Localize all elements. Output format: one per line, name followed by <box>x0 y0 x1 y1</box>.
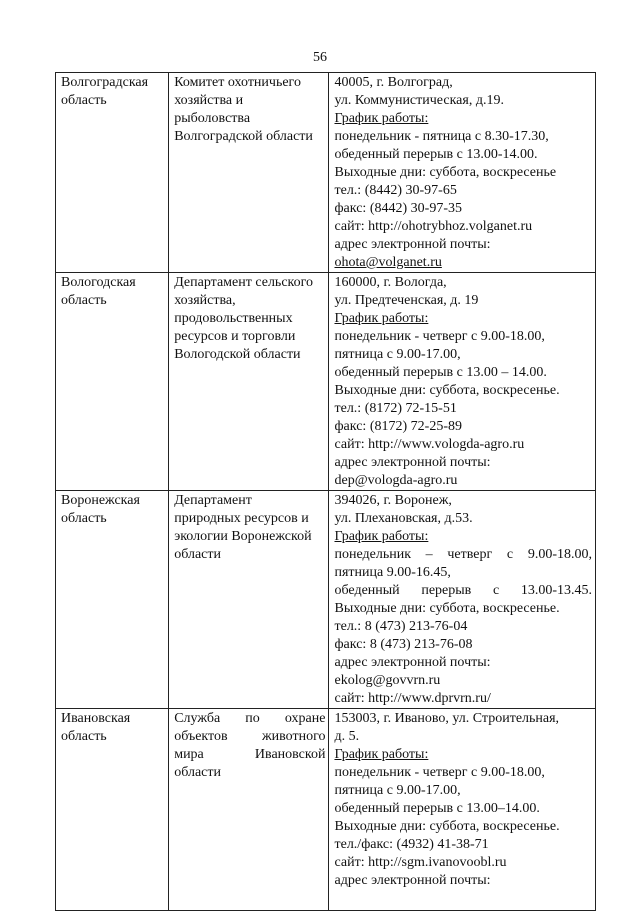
organization-name: хозяйства и <box>174 93 244 108</box>
schedule-label: График работы: <box>334 747 429 762</box>
schedule-line: понедельник – четверг с 9.00-18.00, <box>334 547 592 562</box>
schedule-line: обеденный перерыв с 13.00-14.00. <box>334 147 538 162</box>
address-line: 394026, г. Воронеж, <box>334 493 452 508</box>
days-off: Выходные дни: суббота, воскресенье. <box>334 601 560 616</box>
days-off: Выходные дни: суббота, воскресенье <box>334 165 557 180</box>
email-label: адрес электронной почты: <box>334 455 491 470</box>
table-row <box>56 491 596 709</box>
organization-name: Департамент <box>174 493 252 508</box>
email-label: адрес электронной почты: <box>334 655 491 670</box>
region-name: Вологодская <box>61 275 136 290</box>
schedule-label: График работы: <box>334 529 429 544</box>
fax: факс: (8442) 30-97-35 <box>334 201 462 216</box>
organization-name: рыболовства <box>174 111 251 126</box>
organization-name: Волгоградской области <box>174 129 313 144</box>
email-link[interactable]: dep@vologda-agro.ru <box>334 473 458 488</box>
schedule-line: понедельник - четверг с 9.00-18.00, <box>334 329 545 344</box>
organization-name: Вологодской области <box>174 347 301 362</box>
table-row <box>56 73 596 273</box>
fax: факс: 8 (473) 213-76-08 <box>334 637 473 652</box>
address-line: ул. Плехановская, д.53. <box>334 511 473 526</box>
contacts-cell <box>329 491 596 709</box>
days-off: Выходные дни: суббота, воскресенье. <box>334 383 560 398</box>
address-line: ул. Предтеченская, д. 19 <box>334 293 479 308</box>
schedule-line: обеденный перерыв с 13.00-13.45. <box>334 583 592 598</box>
schedule-label: График работы: <box>334 111 429 126</box>
address-line: д. 5. <box>334 729 360 744</box>
schedule-line: обеденный перерыв с 13.00–14.00. <box>334 801 540 816</box>
schedule-line: пятница с 9.00-17.00, <box>334 783 461 798</box>
website[interactable]: сайт: http://www.dprvrn.ru/ <box>334 691 491 706</box>
address-line: ул. Коммунистическая, д.19. <box>334 93 504 108</box>
organization-cell <box>169 73 329 273</box>
contacts-cell <box>329 709 596 911</box>
region-name: Волгоградская <box>61 75 149 90</box>
region-name: область <box>61 93 107 108</box>
organization-name: области <box>174 547 222 562</box>
region-name: область <box>61 511 107 526</box>
phone-fax: тел./факс: (4932) 41-38-71 <box>334 837 489 852</box>
region-name: Ивановская <box>61 711 131 726</box>
address-line: 40005, г. Волгоград, <box>334 75 453 90</box>
website[interactable]: сайт: http://sgm.ivanovoobl.ru <box>334 855 507 870</box>
region-cell <box>56 273 169 491</box>
organization-cell <box>169 273 329 491</box>
schedule-line: обеденный перерыв с 13.00 – 14.00. <box>334 365 547 380</box>
organization-name: мира Ивановской <box>174 747 326 762</box>
region-cell <box>56 491 169 709</box>
organization-cell <box>169 491 329 709</box>
contacts-cell <box>329 73 596 273</box>
schedule-label: График работы: <box>334 311 429 326</box>
fax: факс: (8172) 72-25-89 <box>334 419 462 434</box>
organization-name: области <box>174 765 222 780</box>
organization-name: хозяйства, <box>174 293 236 308</box>
organization-name: Комитет охотничьего <box>174 75 301 90</box>
address-line: 160000, г. Вологда, <box>334 275 447 290</box>
website[interactable]: сайт: http://www.vologda-agro.ru <box>334 437 525 452</box>
organization-cell <box>169 709 329 911</box>
organization-name: экологии Воронежской <box>174 529 312 544</box>
organization-name: объектов животного <box>174 729 326 744</box>
email-label: адрес электронной почты: <box>334 237 491 252</box>
phone: тел.: (8172) 72-15-51 <box>334 401 457 416</box>
organization-name: ресурсов и торговли <box>174 329 296 344</box>
region-cell <box>56 709 169 911</box>
organization-name: продовольственных <box>174 311 293 326</box>
region-name: область <box>61 729 107 744</box>
organization-name: Служба по охране <box>174 711 326 726</box>
schedule-line: понедельник - четверг с 9.00-18.00, <box>334 765 545 780</box>
days-off: Выходные дни: суббота, воскресенье. <box>334 819 560 834</box>
schedule-line: понедельник - пятница с 8.30-17.30, <box>334 129 549 144</box>
table-row <box>56 273 596 491</box>
email-link[interactable]: ekolog@govvrn.ru <box>334 673 441 688</box>
phone: тел.: (8442) 30-97-65 <box>334 183 457 198</box>
region-name: Воронежская <box>61 493 140 508</box>
organization-name: природных ресурсов и <box>174 511 309 526</box>
phone: тел.: 8 (473) 213-76-04 <box>334 619 468 634</box>
address-line: 153003, г. Иваново, ул. Строительная, <box>334 711 560 726</box>
email-link[interactable]: ohota@volganet.ru <box>334 255 442 270</box>
agencies-table <box>55 72 596 911</box>
page-number: 56 <box>313 50 327 65</box>
contacts-cell <box>329 273 596 491</box>
schedule-line: пятница с 9.00-17.00, <box>334 347 461 362</box>
table-row <box>56 709 596 911</box>
schedule-line: пятница 9.00-16.45, <box>334 565 451 580</box>
region-cell <box>56 73 169 273</box>
website[interactable]: сайт: http://ohotrybhoz.volganet.ru <box>334 219 533 234</box>
region-name: область <box>61 293 107 308</box>
email-label: адрес электронной почты: <box>334 873 491 888</box>
organization-name: Департамент сельского <box>174 275 314 290</box>
